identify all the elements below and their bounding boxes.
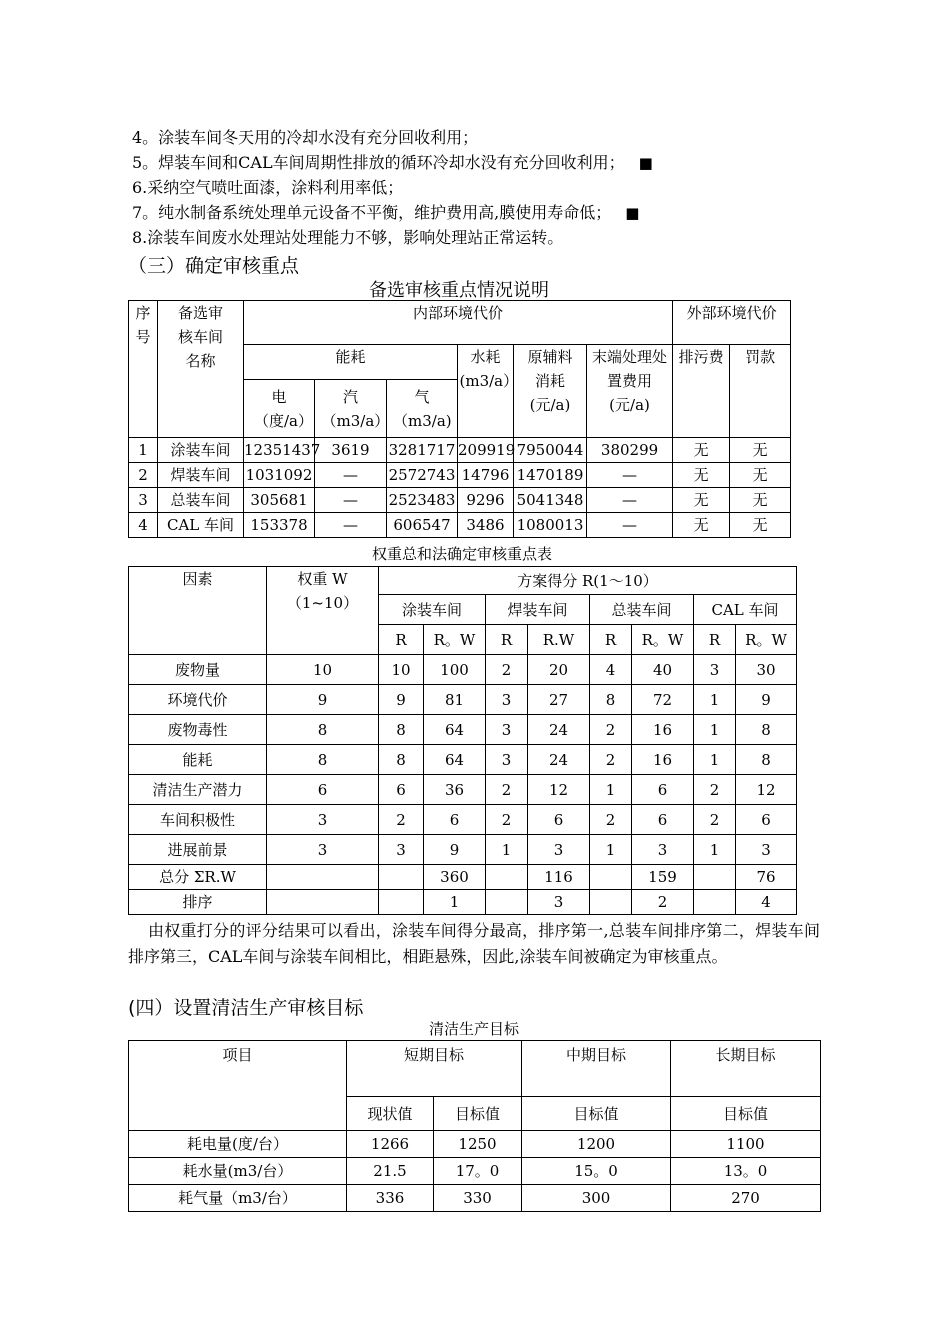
header-external: 外部环境代价 xyxy=(673,301,791,345)
score-cell: 8 xyxy=(267,715,379,745)
score-cell: 8 xyxy=(736,715,797,745)
score-cell xyxy=(590,865,632,890)
score-cell: 20 xyxy=(528,655,590,685)
score-cell: 3 xyxy=(267,805,379,835)
score-cell: 40 xyxy=(632,655,694,685)
issue-text: 5。焊装车间和CAL车间周期性排放的循环冷却水没有充分回收利用； xyxy=(132,153,625,172)
issue-text: 8.涂装车间废水处理站处理能力不够，影响处理站正常运转。 xyxy=(132,228,564,247)
score-cell: 16 xyxy=(632,715,694,745)
score-cell: 64 xyxy=(424,745,486,775)
factor-cell: 排序 xyxy=(129,890,267,915)
value-cell: 1100 xyxy=(671,1131,821,1158)
header-workshop: 涂装车间 xyxy=(379,595,486,625)
table-row xyxy=(129,1158,821,1185)
value-cell: 300 xyxy=(522,1185,671,1212)
value-cell: 1200 xyxy=(522,1131,671,1158)
score-cell: 8 xyxy=(736,745,797,775)
score-cell: 3 xyxy=(528,835,590,865)
table-row xyxy=(129,685,797,715)
header-factor: 因素 xyxy=(129,567,267,655)
header-short: 短期目标 xyxy=(347,1041,522,1097)
header-electric: 电（度/a） xyxy=(244,380,315,438)
header-r: R xyxy=(590,625,632,655)
header-long: 长期目标 xyxy=(671,1041,821,1097)
issue-item-7 xyxy=(132,202,639,224)
factor-cell: 总分 ΣR.W xyxy=(129,865,267,890)
score-cell: 3 xyxy=(486,715,528,745)
score-cell: 36 xyxy=(424,775,486,805)
header-material: 原辅料消耗(元/a) xyxy=(514,345,587,438)
square-bullet-icon: ■ xyxy=(625,204,640,222)
table-row: 2 焊装车间 1031092 — 2572743 14796 1470189 — 无 无 xyxy=(129,463,791,488)
header-r: R xyxy=(379,625,424,655)
issue-item-5 xyxy=(132,152,653,174)
value-cell: 15。0 xyxy=(522,1158,671,1185)
header-workshop: 总装车间 xyxy=(590,595,694,625)
score-cell: 72 xyxy=(632,685,694,715)
table-row xyxy=(129,775,797,805)
score-cell xyxy=(379,890,424,915)
score-cell: 3 xyxy=(379,835,424,865)
header-current: 现状值 xyxy=(347,1097,434,1131)
score-cell: 9 xyxy=(379,685,424,715)
table-row xyxy=(129,890,797,915)
factor-cell: 进展前景 xyxy=(129,835,267,865)
score-cell xyxy=(486,865,528,890)
score-cell: 3 xyxy=(486,685,528,715)
issue-text: 4。涂装车间冬天用的冷却水没有充分回收利用； xyxy=(132,128,479,147)
table-row: 3 总装车间 305681 — 2523483 9296 5041348 — 无 无 xyxy=(129,488,791,513)
header-target: 目标值 xyxy=(434,1097,522,1131)
score-cell: 76 xyxy=(736,865,797,890)
header-name: 备选审核车间名称 xyxy=(158,301,244,438)
value-cell: 336 xyxy=(347,1185,434,1212)
score-cell: 2 xyxy=(486,655,528,685)
issue-item-6 xyxy=(132,177,403,199)
issue-text: 6.采纳空气喷吐面漆，涂料利用率低； xyxy=(132,178,404,197)
header-weight: 权重 W （1~10） xyxy=(267,567,379,655)
score-cell: 2 xyxy=(632,890,694,915)
issue-item-8 xyxy=(132,227,563,249)
score-cell: 27 xyxy=(528,685,590,715)
header-target: 目标值 xyxy=(522,1097,671,1131)
score-cell: 6 xyxy=(528,805,590,835)
factor-cell: 清洁生产潜力 xyxy=(129,775,267,805)
score-cell: 81 xyxy=(424,685,486,715)
issue-text: 7。纯水制备系统处理单元设备不平衡，维护费用高,膜使用寿命低； xyxy=(132,203,612,222)
score-cell: 64 xyxy=(424,715,486,745)
score-cell xyxy=(694,890,736,915)
score-cell: 9 xyxy=(424,835,486,865)
table-row xyxy=(129,1185,821,1212)
factor-cell: 废物毒性 xyxy=(129,715,267,745)
score-cell xyxy=(590,890,632,915)
score-cell: 10 xyxy=(267,655,379,685)
value-cell: 21.5 xyxy=(347,1158,434,1185)
score-cell: 3 xyxy=(736,835,797,865)
score-cell: 1 xyxy=(694,715,736,745)
score-cell: 10 xyxy=(379,655,424,685)
score-cell xyxy=(486,890,528,915)
score-cell: 6 xyxy=(267,775,379,805)
factor-cell: 车间积极性 xyxy=(129,805,267,835)
score-cell: 9 xyxy=(736,685,797,715)
score-cell: 30 xyxy=(736,655,797,685)
item-cell: 耗水量(m3/台） xyxy=(129,1158,347,1185)
table-row xyxy=(129,655,797,685)
score-cell: 4 xyxy=(590,655,632,685)
header-rw: R。W xyxy=(632,625,694,655)
score-cell: 3 xyxy=(267,835,379,865)
value-cell: 270 xyxy=(671,1185,821,1212)
header-energy: 能耗 xyxy=(244,345,458,380)
table1-title: 备选审核重点情况说明 xyxy=(369,280,549,301)
table3-title: 清洁生产目标 xyxy=(428,1020,519,1038)
score-cell: 2 xyxy=(379,805,424,835)
score-cell: 2 xyxy=(590,715,632,745)
score-cell: 3 xyxy=(528,890,590,915)
score-cell: 12 xyxy=(528,775,590,805)
score-cell: 3 xyxy=(632,835,694,865)
header-r: R xyxy=(486,625,528,655)
score-cell: 16 xyxy=(632,745,694,775)
header-gas: 气（m3/a) xyxy=(387,380,458,438)
value-cell: 17。0 xyxy=(434,1158,522,1185)
score-cell: 1 xyxy=(694,835,736,865)
score-cell: 2 xyxy=(694,805,736,835)
score-cell xyxy=(694,865,736,890)
score-cell: 2 xyxy=(590,745,632,775)
item-cell: 耗电量(度/台） xyxy=(129,1131,347,1158)
header-fine: 罚款 xyxy=(730,345,791,438)
header-discharge-fee: 排污费 xyxy=(673,345,730,438)
header-score: 方案得分 R(1～10） xyxy=(379,567,797,595)
value-cell: 1266 xyxy=(347,1131,434,1158)
header-steam: 汽（m3/a） xyxy=(315,380,387,438)
header-seq: 序号 xyxy=(129,301,158,438)
score-cell xyxy=(379,865,424,890)
score-cell: 3 xyxy=(486,745,528,775)
value-cell: 13。0 xyxy=(671,1158,821,1185)
score-cell: 8 xyxy=(379,715,424,745)
header-item: 项目 xyxy=(129,1041,347,1131)
header-target: 目标值 xyxy=(671,1097,821,1131)
table-row xyxy=(129,1131,821,1158)
header-rw: R.W xyxy=(528,625,590,655)
score-cell: 159 xyxy=(632,865,694,890)
factor-cell: 能耗 xyxy=(129,745,267,775)
header-mid: 中期目标 xyxy=(522,1041,671,1097)
header-internal: 内部环境代价 xyxy=(244,301,673,345)
square-bullet-icon: ■ xyxy=(638,154,653,172)
weight-table xyxy=(128,566,797,915)
header-rw: R。W xyxy=(736,625,797,655)
score-cell: 1 xyxy=(694,685,736,715)
score-cell: 6 xyxy=(736,805,797,835)
score-cell: 6 xyxy=(632,775,694,805)
table-row: 4 CAL 车间 153378 — 606547 3486 1080013 — 无 无 xyxy=(129,513,791,538)
table-row xyxy=(129,715,797,745)
score-cell: 8 xyxy=(379,745,424,775)
score-cell: 12 xyxy=(736,775,797,805)
score-cell: 1 xyxy=(694,745,736,775)
score-cell: 24 xyxy=(528,745,590,775)
target-table xyxy=(128,1040,821,1212)
header-treatment: 末端处理处置费用(元/a) xyxy=(587,345,673,438)
score-cell: 6 xyxy=(424,805,486,835)
table-row: 1 涂装车间 12351437 3619 3281717 209919 7950044 380299 无 无 xyxy=(129,438,791,463)
header-workshop: CAL 车间 xyxy=(694,595,797,625)
score-cell: 1 xyxy=(486,835,528,865)
score-cell: 1 xyxy=(590,835,632,865)
value-cell: 330 xyxy=(434,1185,522,1212)
issue-item-4 xyxy=(132,127,478,149)
score-cell: 8 xyxy=(590,685,632,715)
table-row xyxy=(129,865,797,890)
score-cell: 3 xyxy=(694,655,736,685)
score-cell: 2 xyxy=(694,775,736,805)
score-cell: 9 xyxy=(267,685,379,715)
header-rw: R。W xyxy=(424,625,486,655)
score-cell: 2 xyxy=(486,805,528,835)
candidate-table xyxy=(128,300,791,538)
header-workshop: 焊装车间 xyxy=(486,595,590,625)
table-row xyxy=(129,805,797,835)
score-cell xyxy=(267,865,379,890)
table-row xyxy=(129,745,797,775)
score-cell: 4 xyxy=(736,890,797,915)
score-cell: 24 xyxy=(528,715,590,745)
score-cell: 6 xyxy=(379,775,424,805)
conclusion-paragraph: 由权重打分的评分结果可以看出，涂装车间得分最高，排序第一,总装车间排序第二，焊装车间排序第三，CAL车间与涂装车间相比，相距悬殊，因此,涂装车间被确定为审核重点。 xyxy=(128,921,820,966)
table2-title: 权重总和法确定审核重点表 xyxy=(371,545,552,563)
score-cell: 116 xyxy=(528,865,590,890)
section-heading-3: （三）确定审核重点 xyxy=(128,255,300,277)
score-cell: 2 xyxy=(590,805,632,835)
header-water: 水耗(m3/a） xyxy=(458,345,514,438)
score-cell: 1 xyxy=(424,890,486,915)
score-cell: 360 xyxy=(424,865,486,890)
score-cell: 100 xyxy=(424,655,486,685)
score-cell: 2 xyxy=(486,775,528,805)
header-r: R xyxy=(694,625,736,655)
value-cell: 1250 xyxy=(434,1131,522,1158)
table-row xyxy=(129,835,797,865)
score-cell xyxy=(267,890,379,915)
score-cell: 1 xyxy=(590,775,632,805)
section-heading-4: (四）设置清洁生产审核目标 xyxy=(128,997,364,1019)
factor-cell: 废物量 xyxy=(129,655,267,685)
score-cell: 8 xyxy=(267,745,379,775)
item-cell: 耗气量（m3/台） xyxy=(129,1185,347,1212)
factor-cell: 环境代价 xyxy=(129,685,267,715)
score-cell: 6 xyxy=(632,805,694,835)
